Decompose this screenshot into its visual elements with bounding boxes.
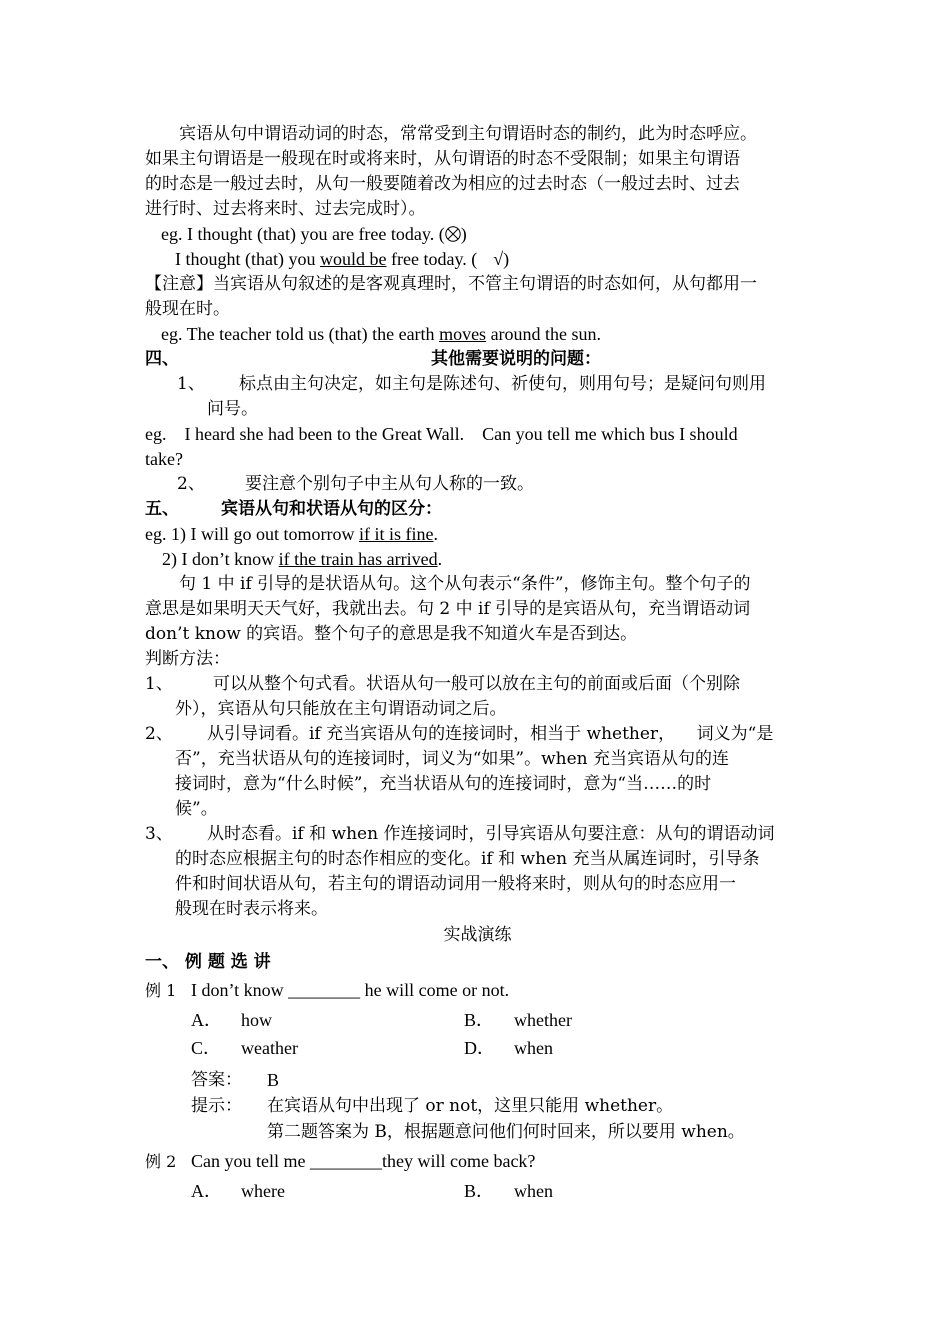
method-item xyxy=(145,672,810,697)
section-number: 五、 xyxy=(145,499,179,519)
option-letter: B． xyxy=(464,1180,495,1201)
method-item-continuation: 的时态应根据主句的时态作相应的变化。if 和 when 充当从属连词时，引导条 xyxy=(175,849,760,869)
option[interactable] xyxy=(191,1179,464,1204)
list-number: 3、 xyxy=(145,824,173,844)
option[interactable] xyxy=(464,1008,737,1033)
section-number: 四、 xyxy=(145,349,179,369)
list-item-continuation: 问号。 xyxy=(207,399,258,419)
method-item-continuation: 接词时，意为“什么时候”，充当状语从句的连接词时，意为“当……的时 xyxy=(175,774,712,794)
paragraph-line: 进行时、过去将来时、过去完成时）。 xyxy=(145,199,426,219)
underlined-text: if it is fine xyxy=(358,524,434,544)
method-item-continuation: 般现在时表示将来。 xyxy=(175,899,328,919)
example-sentence xyxy=(145,322,810,347)
list-text: 标点由主句决定，如主句是陈述句、祈使句，则用句号；是疑问句则用 xyxy=(239,374,766,394)
underlined-text: moves xyxy=(439,324,487,344)
hint-row xyxy=(191,1094,810,1120)
option[interactable] xyxy=(191,1036,464,1061)
example-text: ) xyxy=(503,249,510,269)
answer-row xyxy=(191,1066,810,1094)
example-text: I thought (that) you xyxy=(175,249,320,269)
hint-row: 第二题答案为 B，根据题意问他们何时回来，所以要用 when。 xyxy=(267,1122,745,1142)
list-number: 2、 xyxy=(177,474,205,494)
option-letter: D． xyxy=(464,1037,495,1058)
option-text: when xyxy=(514,1037,553,1058)
section-heading xyxy=(145,347,810,372)
example-sentence xyxy=(145,522,810,547)
example-text: 2) I don’t know xyxy=(162,549,279,569)
option-letter: B． xyxy=(464,1009,495,1030)
example-sentence xyxy=(145,547,810,572)
example-body xyxy=(191,1149,810,1205)
option-text: where xyxy=(241,1180,285,1201)
example-sentence: eg. I heard she had been to the Great Wall. Can you tell me which bus I should xyxy=(145,424,738,444)
method-item xyxy=(145,722,810,747)
example-question xyxy=(145,1149,810,1205)
option-row xyxy=(191,1006,810,1034)
example-question xyxy=(145,978,810,1147)
example-text: free today. ( xyxy=(386,249,478,269)
example-sentence xyxy=(145,222,810,247)
option[interactable] xyxy=(464,1179,737,1204)
question-text: Can you tell me ________they will come back? xyxy=(191,1151,536,1171)
method-heading: 判断方法： xyxy=(145,649,230,669)
section-title: 宾语从句和状语从句的区分： xyxy=(221,499,442,519)
question-text: I don’t know ________ he will come or not. xyxy=(191,980,510,1000)
example-body xyxy=(191,978,810,1147)
paragraph-line: 意思是如果明天天气好，我就出去。句 2 中 if 引导的是宾语从句，充当谓语动词 xyxy=(145,599,751,619)
option-letter: A． xyxy=(191,1009,222,1030)
paragraph-line: 的时态是一般过去时，从句一般要随着改为相应的过去时态（一般过去时、过去 xyxy=(145,174,740,194)
example-number: 例 2 xyxy=(145,1152,177,1171)
option-text: weather xyxy=(241,1037,298,1058)
list-number: 1、 xyxy=(177,374,205,394)
example-text: eg. The teacher told us (that) the earth xyxy=(161,324,440,344)
document-page xyxy=(145,122,810,1205)
method-item-continuation: 外），宾语从句只能放在主句谓语动词之后。 xyxy=(175,699,507,719)
example-number: 例 1 xyxy=(145,981,177,1000)
example-text: around the sun. xyxy=(486,324,602,344)
hint-label: 提示： xyxy=(191,1096,242,1116)
paragraph-line: don’t know 的宾语。整个句子的意思是我不知道火车是否到达。 xyxy=(145,624,638,644)
example-text: eg. 1) I will go out tomorrow xyxy=(145,524,359,544)
option-row xyxy=(191,1177,810,1205)
example-sentence: take? xyxy=(145,449,183,469)
list-number: 2、 xyxy=(145,724,173,744)
note-line: 【注意】当宾语从句叙述的是客观真理时，不管主句谓语的时态如何，从句都用一 xyxy=(145,274,757,294)
option-letter: A． xyxy=(191,1180,222,1201)
example-text: . xyxy=(433,524,438,544)
option[interactable] xyxy=(191,1008,464,1033)
note-line: 般现在时。 xyxy=(145,299,230,319)
practice-title: 实战演练 xyxy=(443,925,512,945)
section-heading: 一、 例 题 选 讲 xyxy=(145,952,271,972)
example-text: eg. I thought (that) you are free today. ( xyxy=(161,224,445,244)
option[interactable] xyxy=(464,1036,737,1061)
list-number: 1、 xyxy=(145,674,173,694)
paragraph-line: 如果主句谓语是一般现在时或将来时，从句谓语的时态不受限制；如果主句谓语 xyxy=(145,149,740,169)
check-mark: √ xyxy=(493,249,504,269)
cross-mark-icon xyxy=(445,226,461,242)
option-text: whether xyxy=(514,1009,572,1030)
section-title: 其他需要说明的问题： xyxy=(431,349,601,369)
method-item-continuation: 件和时间状语从句，若主句的谓语动词用一般将来时，则从句的时态应用一 xyxy=(175,874,736,894)
section-heading xyxy=(145,497,810,522)
list-item xyxy=(145,372,810,397)
method-item xyxy=(145,822,810,847)
example-text: ) xyxy=(460,224,467,244)
paragraph-line: 句 1 中 if 引导的是状语从句。这个从句表示“条件”，修饰主句。整个句子的 xyxy=(179,574,751,594)
example-sentence xyxy=(145,247,810,272)
underlined-text: if the train has arrived xyxy=(278,549,438,569)
answer-value: B xyxy=(267,1069,280,1090)
option-text: when xyxy=(514,1180,553,1201)
underlined-text: would be xyxy=(319,249,387,269)
method-item-continuation: 否”，充当状语从句的连接词时，词义为“如果”。when 充当宾语从句的连 xyxy=(175,749,729,769)
method-item-continuation: 候”。 xyxy=(175,799,218,819)
option-letter: C． xyxy=(191,1037,222,1058)
option-text: how xyxy=(241,1009,272,1030)
list-text: 从时态看。if 和 when 作连接词时，引导宾语从句要注意：从句的谓语动词 xyxy=(207,824,775,844)
list-text: 要注意个别句子中主从句人称的一致。 xyxy=(245,474,534,494)
list-text: 从引导词看。if 充当宾语从句的连接词时，相当于 whether， 词义为“是 xyxy=(207,724,774,744)
paragraph-line: 宾语从句中谓语动词的时态，常常受到主句谓语时态的制约，此为时态呼应。 xyxy=(179,124,757,144)
list-item xyxy=(145,472,810,497)
option-row xyxy=(191,1034,810,1062)
hint-text: 在宾语从句中出现了 or not，这里只能用 whether。 xyxy=(267,1096,674,1116)
list-text: 可以从整个句式看。状语从句一般可以放在主句的前面或后面（个别除 xyxy=(213,674,740,694)
example-text: . xyxy=(437,549,443,569)
answer-label: 答案： xyxy=(191,1069,242,1090)
